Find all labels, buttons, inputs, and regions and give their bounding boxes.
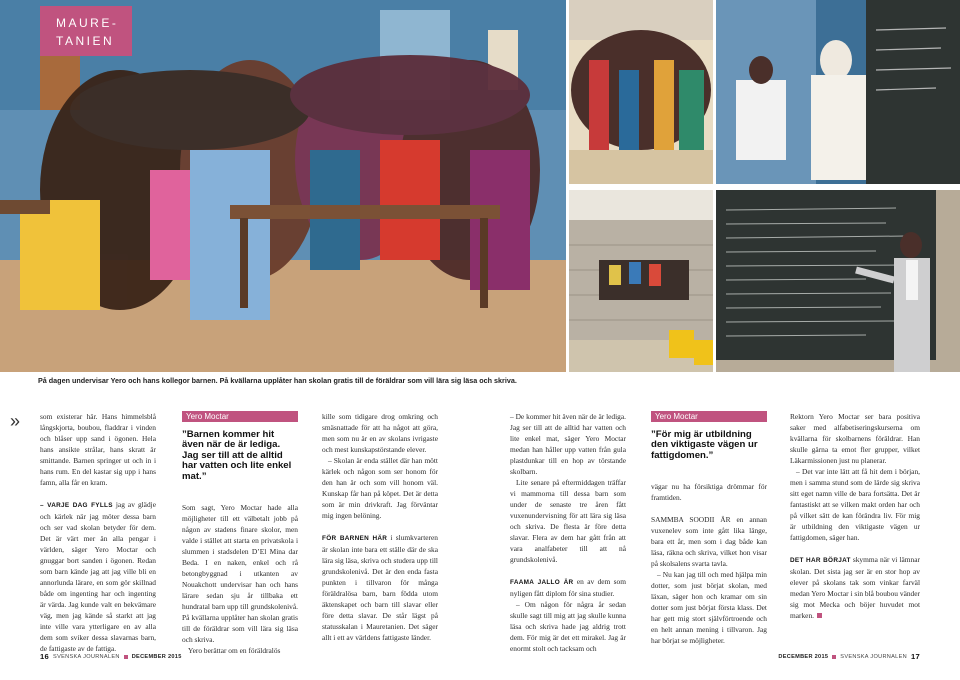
paragraph [40,499,156,654]
paragraph-text: i slumkvarteren är skolan inte bara ett ställe där de ska lära sig läsa, skriva och studera upp till grundskolenivå. Det är den enda fasta punkten i tillvaron för många föräldralösa barn, barn födda utom äktenskapet och barn till slavar eller före detta slavar. De står lägst på statusskalan i Mauretanien. Det säger allt i ett av världens fattigaste länder. [322,533,438,642]
paragraph-text: en av dem som nyligen fått diplom för sina studier. [510,577,626,598]
paragraph-text: en annan vuxenelev som inte gått lika länge, bara ett år, men som i dag både kan läsa, räkna och skriva, vilket hon visar på skolsalens svarta tavla. [651,515,767,569]
magazine-name: SVENSKA JOURNALEN [840,653,907,660]
paragraph-text: skymma när vi lämnar skolan. Det sista jag ser är en stor hop av elever på skolans tak som vinkar farväl medan Yero Moctar i sin blå boubou vänder sig mot Mecka och böjer huvudet mot marken. [790,555,920,620]
paragraph: – Skolan är enda stället där han mött kärlek och någon som ser honom för den han är och som vill honom väl. Kunskap får han på köpet. Det är detta som är min drivkraft. Jag förväntar mig ingen belöning. [322,456,438,520]
text-column-5 [651,481,767,646]
paragraph-text: jag av glädje och kärlek när jag möter dessa barn och ser vad skolan betyder för dem. Det är värt mer än alla pengar i världen, säger Yero Moctar och gnuggar bort sanden i ögonen. Redan som barn kände jag att jag ville bli en annorlunda lärare, en som gör skillnad både om ingenting har och ingenting är värda. Jag kunde valt en bekvämare väg, men jag kände så starkt att jag inte ville vara ytterligare en av alla dem som sviker dessa slavarnas barn, de fattigaste av de fattiga. [40,500,156,653]
subhead: – VARJE DAG FYLLS [40,502,113,509]
text-column-6 [790,411,920,621]
page-number: 16 [40,652,50,661]
paragraph: Yero berättar om en föräldralös [188,646,281,656]
paragraph: som existerar här. Hans himmelsblå långskjorta, boubou, fladdrar i vinden och blåser upp sand i ögonen. Hela hans ansikte strålar, hans skratt är smittande. Barnen springer ut och in i hans rum. En del kastar sig upp i hans famn, alla får en kram. [40,412,156,487]
paragraph: – Nu kan jag till och med hjälpa min dotter, som just börjat skolan, med läxan, säger hon och kramar om sin dotter som just börjat första klass. Det har gett mig stort självförtroende och en helt annan mening i tillvaron. Jag har börjat se möjligheter. [651,570,767,646]
subhead: DET HAR BÖRJAT [790,557,851,564]
paragraph: Rektorn Yero Moctar ser bara positiva saker med alfabetiseringskurserna om kvällarna för skolbarnens föräldrar. Han skulle gärna ta emot fler grupper, vilket Läkarmissionen just nu planerar. [790,412,920,465]
teacher-at-wall-photo [716,0,960,184]
section-tag [40,6,132,56]
crowd-photo [569,0,713,184]
subhead: FAAMA JALLO ÄR [510,579,574,586]
pull-quote-text: ”För mig är utbildning den viktigaste vägen ur fattigdomen.” [651,429,758,461]
subhead: SAMMBA SOODII ÄR [651,515,731,525]
text-column-1 [40,411,156,654]
text-column-2 [182,502,298,656]
issue-date: DECEMBER 2015 [778,653,829,660]
paragraph: Lite senare på eftermiddagen träffar vi mammorna till dessa barn som under de senaste tre åren fått vuxenundervisning för att lära sig läsa och skriva. De flesta är före detta slavar. Flera av dem har gått från att vara analfabeter till att nå grundskolenivå. [510,478,626,564]
paragraph: – Det var inte lätt att få hit dem i början, men i samma stund som de lärde sig skriva sitt eget namn ville de bara fortsätta. Det är fantastiskt att se vilken makt orden har och på vilket sätt de kan förändra liv. För mig är utbildning den viktigaste vägen ur fattigdomen, säger han. [790,467,920,542]
footer-right [778,652,920,661]
text-column-4 [510,411,626,654]
rooftop-photo [569,190,713,372]
magazine-name: SVENSKA JOURNALEN [53,653,120,660]
footer-left [40,652,182,661]
photo-caption: På dagen undervisar Yero och hans kollegor barnen. På kvällarna upplåter han skolan gratis till de föräldrar som vill lära sig läsa och skriva. [38,376,517,385]
footer-dot [124,655,128,659]
section-tag-line-2: TANIEN [56,34,115,48]
classroom-photo [0,0,566,372]
pull-quote-2 [651,411,767,646]
paragraph: vägar nu ha försiktiga drömmar för framtiden. [651,482,767,503]
subhead: FÖR BARNEN HÄR [322,535,388,542]
paragraph: – De kommer hit även när de är lediga. Jag ser till att de alltid har vatten och lite enkel mat, säger Yero Moctar medan han håller upp vatten från gula plastdunkar till en hop av törstande skolbarn. [510,412,626,476]
blackboard-photo [716,190,960,372]
paragraph [651,514,767,569]
paragraph: – Om någon för några år sedan skulle sagt till mig att jag skulle kunna läsa och skriva hade jag aldrig trott dem. För mig är det ett mirakel. Jag är enormt stolt och tacksam och [510,600,626,653]
square-end-icon [817,613,822,618]
pull-quote-name: Yero Moctar [182,411,298,422]
text-column-3 [322,411,438,643]
footer-dot [832,655,836,659]
double-chevron-right-icon: » [10,411,21,431]
paragraph: Som sagt, Yero Moctar hade alla möjligheter till ett välbetalt jobb på någon av stadens finare skolor, men valde i stället att starta en privatskola i slummen i stadsdelen D’El Mina dar Beda. I en naken, enkel och rå betongbyggnad i utkanten av Nouakchott undervisar han och hans lärare sedan sju år tillbaka ett hundratal barn upp till grundskolenivå. På kvällarna upplåter han skolan gratis till de föräldrar som vill lära sig läsa och skriva. [182,503,298,645]
page-number: 17 [910,652,920,661]
paragraph [790,554,920,621]
pull-quote-1 [182,411,298,656]
paragraph: kille som tidigare drog omkring och smäsnattade för att ha något att göra, men som nu är en av skolans ivrigaste och mest kunskapstörstande elever. [322,412,438,454]
section-tag-line-1: MAURE- [56,16,119,30]
pull-quote-name: Yero Moctar [651,411,767,422]
issue-date: DECEMBER 2015 [131,653,182,660]
pull-quote-text: ”Barnen kommer hit även när de är lediga. Jag ser till att de alltid har vatten och lite enkel mat.” [182,429,292,482]
paragraph [510,576,626,599]
paragraph [322,532,438,643]
